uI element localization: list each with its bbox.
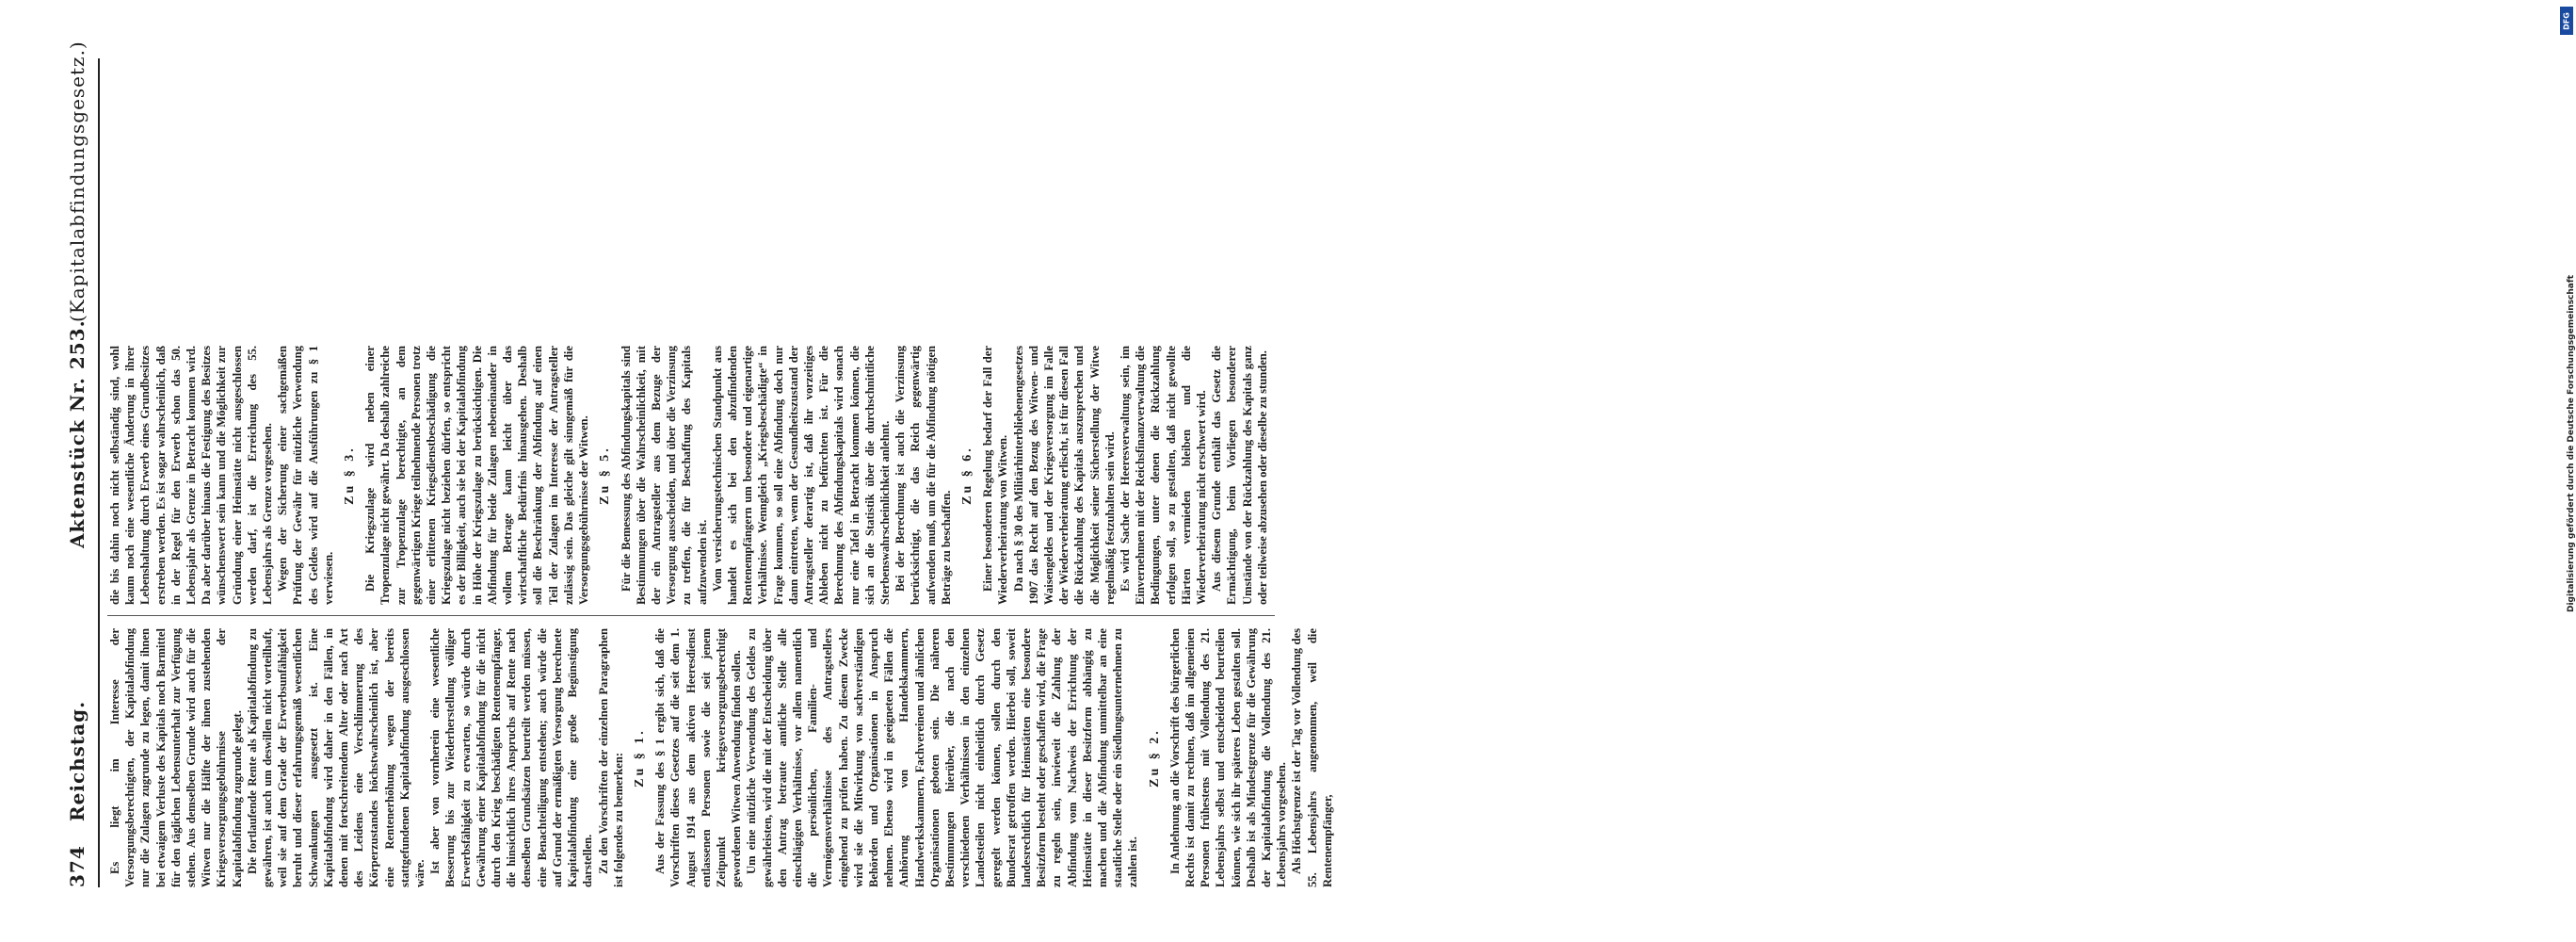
paragraph: Aus der Fassung des § 1 ergibt sich, daß die Vorschriften dieses Gesetzes auf die seit dem 1. August 1914 aus dem aktiven Heeresdienst entlassenen Personen sowie die seit jenem Zeitpunkt kriegsversorgungsberechtigt gewordenen Witwen Anwendung finden sollen. xyxy=(653,628,744,887)
header-center: Aktenstück Nr. 253. xyxy=(66,319,89,548)
text-column-left xyxy=(107,628,1335,887)
paragraph: Einer besonderen Regelung bedarf der Fall der Wiederverheiratung von Witwen. xyxy=(981,346,1010,605)
paragraph: Die fortlaufende Rente als Kapitalabfindung zu gewähren, ist auch um deswillen nicht vorteilhaft, weil sie auf dem Grade der Erwerbsunfähigkeit beruht und dieser erfahrungsgemäß wesentlichen Schwankungen ausgesetzt ist. Eine Kapitalabfindung wird daher in den Fällen, in denen mit fortschreitendem Alter oder nach Art des Leidens eine Verschlimmerung des Körperzustandes höchstwahrscheinlich ist, aber eine Rentenerhöhung wegen der bereits stattgefundenen Kapitalabfindung ausgeschlossen wäre. xyxy=(245,628,427,887)
paragraph: In Anlehnung an die Vorschrift des bürgerlichen Rechts ist damit zu rechnen, daß im allgemeinen Personen frühestens mit Vollendung des 21. Lebensjahrs selbst und entscheidend beurteilen können, wie sich ihr späteres Leben gestalten soll. Deshalb ist als Mindestgrenze für die Gewährung der Kapitalabfindung die Vollendung des 21. Lebensjahrs vorgesehen. xyxy=(1167,628,1289,887)
text-column-middle xyxy=(107,346,1270,605)
paragraph: Als Höchstgrenze ist der Tag vor Vollendung des 55. Lebensjahrs angenommen, weil die Rentenempfänger, xyxy=(1290,628,1334,887)
digitization-note: Digitalisierung gefördert durch die Deutsche Forschungsgemeinschaft xyxy=(2567,274,2576,612)
header-rule xyxy=(98,58,100,887)
paragraph: Es liegt im Interesse der Versorgungsberechtigten, der Kapitalabfindung nur die Zulagen zugrunde zu legen, damit ihnen bei etwaigem Verluste des Kapitals noch Barmittel für den täglichen Lebensunterhalt zur Verfügung stehen. Aus demselben Grunde wird auch für die Witwen nur die Hälfte der ihnen zustehenden Kriegsversorgungsgebührnisse der Kapitalabfindung zugrunde gelegt. xyxy=(108,628,244,887)
paragraph: Für die Bemessung des Abfindungskapitals sind Bestimmungen über die Wahrscheinlichkeit, mit der ein Antragsteller aus dem Bezuge der Versorgung ausscheiden, und über die Verzinsung zu treffen, die für Beschaffung des Kapitals aufzuwenden ist. xyxy=(619,346,709,605)
section-heading: Zu § 5. xyxy=(598,446,613,505)
paragraph: Die Kriegszulage wird neben einer Tropenzulage nicht gewährt. Da deshalb zahlreiche zur Tropenzulage berechtigte, an dem gegenwärtigen Kriege teilnehmende Personen trotz einer erlittenen Kriegsdienstbeschädigung die Kriegszulage nicht beziehen dürfen, so entspricht es der Billigkeit, auch sie bei der Kapitalabfindung in Höhe der Kriegszulage zu berücksichtigen. Die Abfindung für beide Zulagen nebeneinander in vollem Betrage kann leicht über das wirtschaftliche Bedürfnis hinausgehen. Deshalb soll die Beschränkung der Abfindung auf einen Teil der Zulagen im Interesse der Antragsteller zulässig sein. Das gleiche gilt sinngemäß für die Versorgungsgebührnisse der Witwen. xyxy=(363,346,591,605)
paragraph: Bei der Berechnung ist auch die Verzinsung berücksichtigt, die das Reich gegenwärtig aufwenden muß, um die für die Abfindung nötigen Beträge zu beschaffen. xyxy=(894,346,953,605)
page-number: 374 xyxy=(66,845,89,887)
paragraph: die bis dahin noch nicht selbständig sind, wohl kaum noch eine wesentliche Änderung in ihrer Lebenshaltung durch Erwerb eines Grundbesitzes erstreben werden. Es ist sogar wahrscheinlich, daß in der Regel für den Erwerb schon das 50. Lebensjahr als Grenze in Betracht kommen wird. Da aber darüber hinaus die Festigung des Besitzes wünschenswert sein kann und die Möglichkeit zur Gründung einer Heimstätte nicht ausgeschlossen werden darf, ist die Erreichung des 55. Lebensjahrs als Grenze vorgesehen. xyxy=(108,346,275,605)
header-right: (Kapitalabfindungsgesetz.) xyxy=(66,41,89,322)
rotated-page-content xyxy=(66,41,1334,887)
dfg-logo: DFG xyxy=(2560,7,2573,35)
paragraph: Aus diesem Grunde enthält das Gesetz die Ermächtigung, beim Vorliegen besonderer Umstände von der Rückzahlung des Kapitals ganz oder teilweise abzusehen oder dieselbe zu stunden. xyxy=(1210,346,1269,605)
paragraph: Da nach § 30 des Militärhinterbliebenengesetzes 1907 das Recht auf den Bezug des Witwen- und Waisengeldes und der Kriegsversorgung im Falle der Wiederverheiratung erlischt, ist für diesen Fall die Rückzahlung des Kapitals auszusprechen und die Möglichkeit seiner Sicherstellung der Witwe regelmäßig festzuhalten sein wird. xyxy=(1011,346,1117,605)
paragraph: Ist aber von vornherein eine wesentliche Besserung bis zur Wiederherstellung völliger Erwerbsfähigkeit zu erwarten, so würde durch Gewährung einer Kapitalabfindung für die nicht durch den Krieg beschädigten Rentenempfänger, die hinsichtlich ihres Anspruchs auf Rente nach denselben Grundsätzen beurteilt werden müssen, eine Benachteiligung entstehen; auch würde die auf Grund der ermäßigten Versorgung berechnete Kapitalabfindung eine große Begünstigung darstellen. xyxy=(428,628,595,887)
section-heading: Zu § 2. xyxy=(1147,728,1162,788)
paragraph: Zu den Vorschriften der einzelnen Paragraphen ist folgendes zu bemerken: xyxy=(596,628,625,887)
paragraph: Es wird Sache der Heeresverwaltung sein, im Einvernehmen mit der Reichsfinanzverwaltung die Bedingungen, unter denen die Rückzahlung erfolgen soll, so zu gestalten, daß nicht gewollte Härten vermieden bleiben und die Wiederverheiratung nicht erschwert wird. xyxy=(1119,346,1209,605)
running-header xyxy=(66,41,94,887)
section-heading: Zu § 1. xyxy=(632,728,647,788)
paragraph: Um eine nützliche Verwendung des Geldes zu gewährleisten, wird die mit der Entscheidung über den Antrag betraute amtliche Stelle alle einschlägigen Verhältnisse, vor allem namentlich die persönlichen, Familien- und Vermögensverhältnisse des Antragstellers eingehend zu prüfen haben. Zu diesem Zwecke wird sie die Mitwirkung von sachverständigen Behörden und Organisationen in Anspruch nehmen. Ebenso wird in geeigneten Fällen die Anhörung von Handelskammern, Handwerkskammern, Fachvereinen und ähnlichen Organisationen geboten sein. Die näheren Bestimmungen hierüber, die nach den verschiedenen Verhältnissen in den einzelnen Landesteilen nicht einheitlich durch Gesetz geregelt werden können, sollen durch den Bundesrat getroffen werden. Hierbei soll, soweit landesrechtlich für Heimstätten eine besondere Besitzform besteht oder geschaffen wird, die Frage zu regeln sein, inwieweit die Zahlung der Abfindung vom Nachweis der Errichtung der Heimstätte in dieser Besitzform abhängig zu machen und die Abfindung unmittelbar an eine staatliche Stelle oder ein Siedlungsunternehmen zu zahlen ist. xyxy=(745,628,1140,887)
header-left: Reichstag. xyxy=(66,700,89,821)
section-heading: Zu § 6. xyxy=(959,446,974,505)
section-heading: Zu § 3. xyxy=(343,446,358,505)
paragraph: Vom versicherungstechnischen Standpunkt aus handelt es sich bei den abzufindenden Rentenempfängern um besondere und eigenartige Verhältnisse. Wenngleich „Kriegsbeschädigte“ in Frage kommen, so soll eine Abfindung doch nur dann eintreten, wenn der Gesundheitszustand der Antragsteller derartig ist, daß ihr vorzeitiges Ableben nicht zu befürchten ist. Für die Berechnung des Abfindungskapitals wird sonach nur eine Tafel in Betracht kommen können, die sich an die Statistik über die durchschnittliche Sterbenswahrscheinlichkeit anlehnt. xyxy=(710,346,892,605)
paragraph: Wegen der Sicherung einer sachgemäßen Prüfung der Gewähr für nützliche Verwendung des Geldes wird auf die Ausführungen zu § 1 verwiesen. xyxy=(276,346,335,605)
column-divider xyxy=(107,615,1275,616)
